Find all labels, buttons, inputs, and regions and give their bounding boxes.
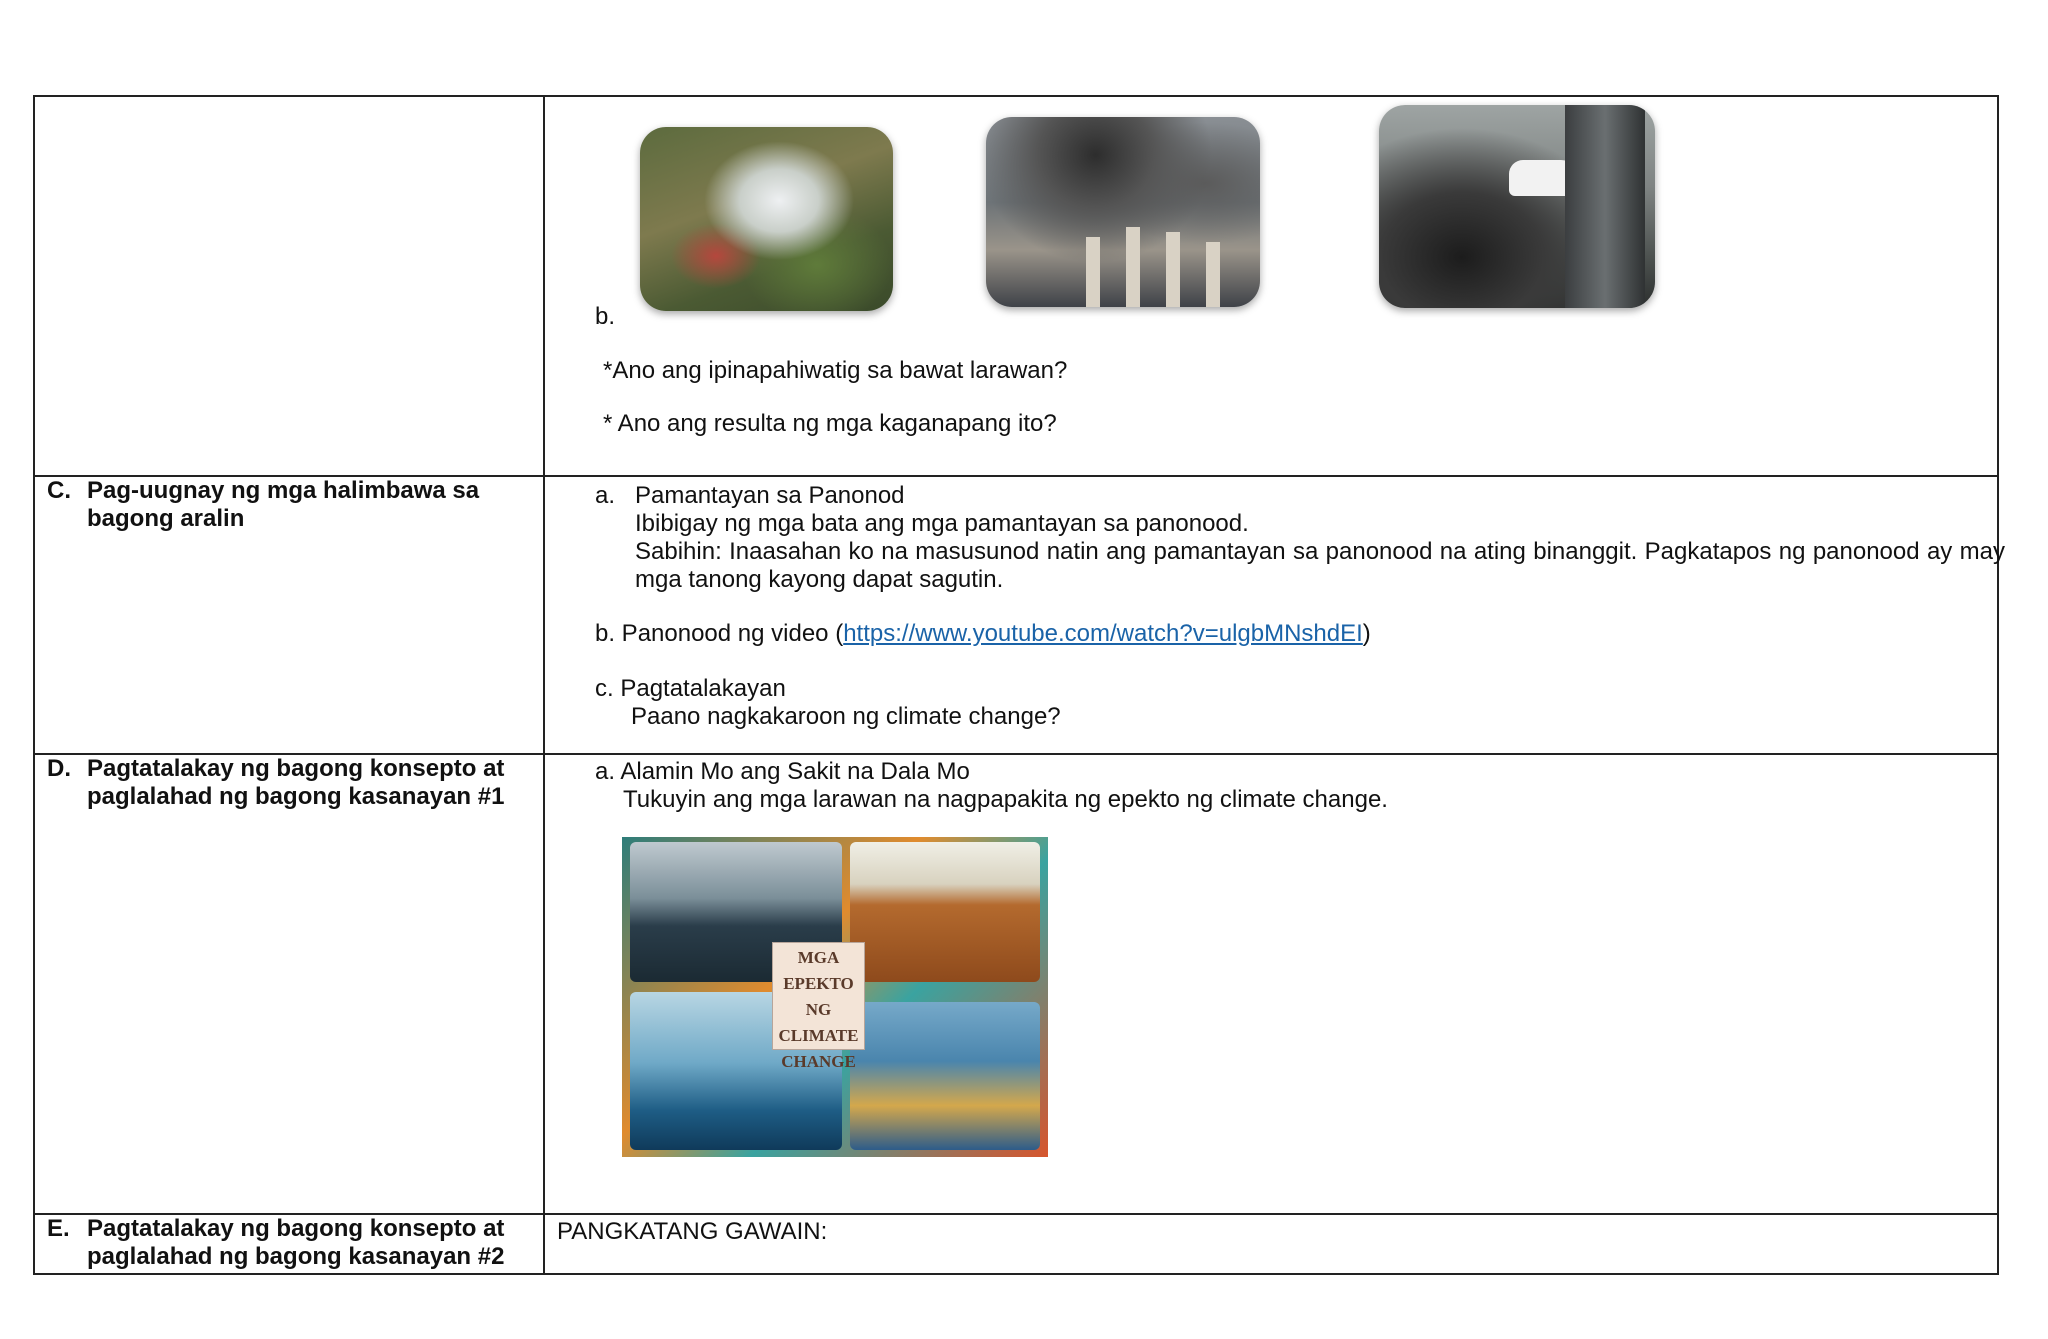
- collage-title-line: MGA: [797, 948, 840, 967]
- factory-smoke-photo: [986, 117, 1260, 307]
- item-c-question: Paano nagkakaroon ng climate change?: [631, 703, 1061, 730]
- item-a-line-1: Ibibigay ng mga bata ang mga pamantayan sa panonood.: [635, 510, 1249, 537]
- video-link[interactable]: https://www.youtube.com/watch?v=ulgbMNshdEI: [843, 620, 1363, 647]
- table-row: [34, 96, 1998, 476]
- item-title: Pamantayan sa Panonod: [635, 482, 905, 509]
- lesson-plan-table: [33, 95, 2005, 1275]
- row-content-cell: [544, 476, 2005, 754]
- row-label-cell-empty: [34, 96, 544, 476]
- collage-title-line: CLIMATE: [778, 1026, 859, 1045]
- row-label-cell: [34, 1214, 544, 1274]
- item-c-title: c. Pagtatalakayan: [595, 675, 786, 702]
- vehicle-exhaust-photo: [1379, 105, 1655, 308]
- item-a-heading: a. Alamin Mo ang Sakit na Dala Mo: [595, 758, 970, 785]
- row-title: Pagtatalakay ng bagong konsepto at paglalahad ng bagong kasanayan #1: [87, 755, 505, 810]
- collage-title-line: EPEKTO NG: [783, 974, 854, 1019]
- collage-title: [772, 942, 865, 1071]
- drought-city-photo: [850, 842, 1040, 982]
- item-a-heading: [595, 482, 905, 510]
- row-content-cell: [544, 754, 1998, 1214]
- row-letter: D.: [47, 755, 71, 782]
- video-prefix: b. Panonood ng video (: [595, 620, 844, 647]
- item-a-instruction: Tukuyin ang mga larawan na nagpapakita ng epekto ng climate change.: [623, 786, 1388, 813]
- table-row: [34, 476, 1998, 754]
- row-title: Pagtatalakay ng bagong konsepto at paglalahad ng bagong kasanayan #2: [87, 1215, 505, 1270]
- table-row: [34, 1214, 1998, 1274]
- burning-trash-photo: [640, 127, 893, 311]
- row-label-cell: [34, 476, 544, 754]
- row-d-label: [35, 755, 543, 811]
- row-letter: C.: [47, 477, 71, 504]
- table-row: [34, 754, 1998, 1214]
- row-letter: E.: [47, 1215, 70, 1242]
- group-activity-heading: PANGKATANG GAWAIN:: [557, 1218, 828, 1245]
- item-b-label: b.: [595, 303, 616, 330]
- video-suffix: ): [1362, 620, 1371, 647]
- row-label-cell: [34, 754, 544, 1214]
- row-c-label: [35, 477, 543, 533]
- row-title: Pag-uugnay ng mga halimbawa sa bagong aralin: [87, 477, 480, 532]
- climate-change-effects-collage: [622, 837, 1048, 1157]
- row-content-cell: [544, 96, 1998, 476]
- question-2: * Ano ang resulta ng mga kaganapang ito?: [603, 410, 1057, 437]
- item-b-video: [595, 620, 1371, 648]
- row-e-label: [35, 1215, 543, 1271]
- fisherman-photo: [850, 1002, 1040, 1150]
- item-letter: a.: [595, 482, 616, 509]
- collage-title-line: CHANGE: [781, 1052, 856, 1071]
- question-1: *Ano ang ipinapahiwatig sa bawat larawan?: [603, 357, 1068, 384]
- row-content-cell: [544, 1214, 1998, 1274]
- item-a-line-2: Sabihin: Inaasahan ko na masusunod natin ang pamantayan sa panonood na ating binanggit. Pagkatapos ng panonood ay may mga tanong kayong dapat sagutin.: [635, 538, 2005, 593]
